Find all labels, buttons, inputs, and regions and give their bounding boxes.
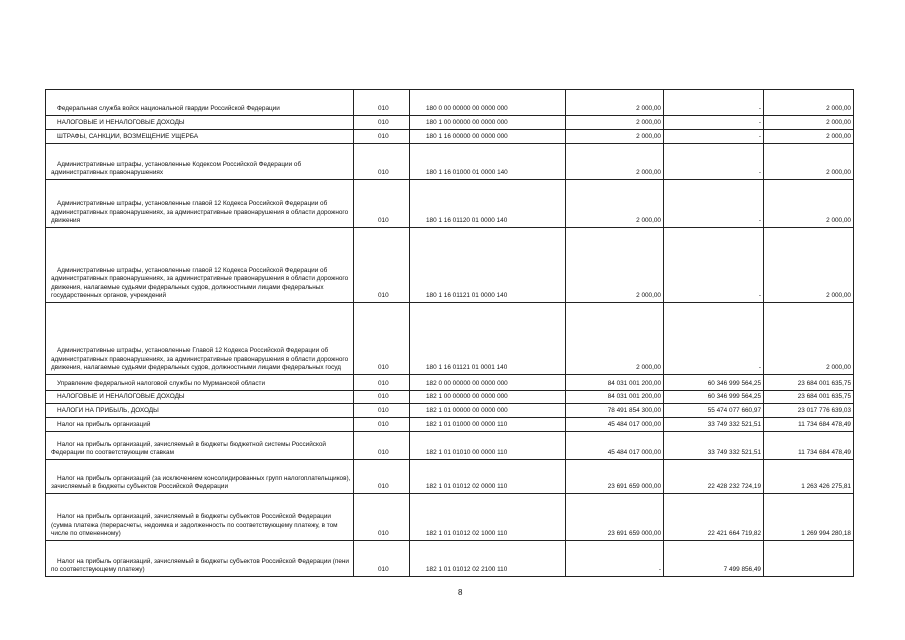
row-remaining-amount — [764, 541, 854, 577]
row-executed-amount: - — [664, 303, 764, 375]
row-executed-amount: 22 428 232 724,19 — [664, 460, 764, 494]
row-name-text: НАЛОГИ НА ПРИБЫЛЬ, ДОХОДЫ — [57, 407, 159, 415]
row-name — [46, 144, 354, 180]
row-name — [46, 404, 354, 418]
row-name-text: ШТРАФЫ, САНКЦИИ, ВОЗМЕЩЕНИЕ УЩЕРБА — [57, 133, 199, 141]
row-remaining-amount: 11 734 684 478,49 — [764, 418, 854, 432]
row-executed-amount: - — [664, 130, 764, 144]
row-remaining-amount: 1 263 426 275,81 — [764, 460, 854, 494]
table-row — [46, 418, 854, 432]
row-name-text: НАЛОГОВЫЕ И НЕНАЛОГОВЫЕ ДОХОДЫ — [57, 119, 185, 127]
row-remaining-amount: 2 000,00 — [764, 144, 854, 180]
row-code: 010 — [354, 541, 410, 577]
row-executed-amount: 60 346 999 564,25 — [664, 391, 764, 404]
table-row — [46, 180, 854, 228]
row-name — [46, 116, 354, 130]
table-row — [46, 541, 854, 577]
row-executed-amount: - — [664, 228, 764, 303]
row-kbk: 180 1 16 00000 00 0000 000 — [410, 130, 566, 144]
row-kbk: 180 1 16 01121 01 0000 140 — [410, 228, 566, 303]
table-row — [46, 116, 854, 130]
row-remaining-amount: 11 734 684 478,49 — [764, 432, 854, 460]
row-name-text: Налог на прибыль организаций, зачисляемый в бюджеты бюджетной системы Российской Федерации по соответствующим ставкам — [51, 440, 326, 457]
row-kbk: 182 1 01 01000 00 0000 110 — [410, 418, 566, 432]
row-remaining-amount: 23 684 001 635,75 — [764, 391, 854, 404]
row-remaining-amount: 2 000,00 — [764, 303, 854, 375]
row-remaining-amount: 2 000,00 — [764, 90, 854, 116]
row-kbk: 180 1 16 01120 01 0000 140 — [410, 180, 566, 228]
row-plan-amount: 45 484 017 000,00 — [566, 432, 664, 460]
row-name-text: НАЛОГОВЫЕ И НЕНАЛОГОВЫЕ ДОХОДЫ — [57, 393, 185, 401]
row-code: 010 — [354, 418, 410, 432]
row-name-text: Налог на прибыль организаций, зачисляемый в бюджеты субъектов Российской Федерации (пени по соответствующему платежу) — [51, 557, 350, 574]
row-name — [46, 418, 354, 432]
row-code: 010 — [354, 90, 410, 116]
row-code: 010 — [354, 228, 410, 303]
row-name-text: Налог на прибыль организаций (за исключением консолидированных групп налогоплательщиков), зачисляемый в бюджеты субъектов Российской Федерации — [51, 474, 351, 491]
table-row — [46, 303, 854, 375]
table-row — [46, 90, 854, 116]
table-row — [46, 130, 854, 144]
row-plan-amount: 2 000,00 — [566, 144, 664, 180]
row-executed-amount: - — [664, 116, 764, 130]
row-plan-amount: 2 000,00 — [566, 180, 664, 228]
table-row — [46, 391, 854, 404]
row-executed-amount: - — [664, 90, 764, 116]
row-remaining-amount: 2 000,00 — [764, 116, 854, 130]
row-executed-amount: - — [664, 180, 764, 228]
row-name — [46, 541, 354, 577]
row-name-text: Административные штрафы, установленные Главой 12 Кодекса Российской Федерации об административных правонарушениях, за административные правонарушения в области дорожного движения, налагаемые судьями федеральных судов, должностными лицами федеральных госуд — [51, 347, 349, 372]
row-code: 010 — [354, 432, 410, 460]
row-name-text: Налог на прибыль организаций — [57, 421, 151, 429]
row-remaining-amount: 23 684 001 635,75 — [764, 375, 854, 391]
row-plan-amount: 2 000,00 — [566, 303, 664, 375]
row-code: 010 — [354, 144, 410, 180]
row-executed-amount: 33 749 332 521,51 — [664, 432, 764, 460]
row-remaining-amount: 23 017 776 639,03 — [764, 404, 854, 418]
row-plan-amount: 2 000,00 — [566, 130, 664, 144]
row-name — [46, 375, 354, 391]
row-remaining-amount: 2 000,00 — [764, 130, 854, 144]
row-code: 010 — [354, 116, 410, 130]
row-name — [46, 180, 354, 228]
row-code: 010 — [354, 391, 410, 404]
row-kbk: 180 1 16 01000 01 0000 140 — [410, 144, 566, 180]
row-plan-amount: 2 000,00 — [566, 228, 664, 303]
row-name-text: Налог на прибыль организаций, зачисляемый в бюджеты субъектов Российской Федерации (сумма платежа (перерасчеты, недоимка и задолженность по соответствующему платежу, в том числе по отмененному) — [51, 513, 338, 538]
row-kbk: 182 1 00 00000 00 0000 000 — [410, 391, 566, 404]
row-kbk: 182 1 01 00000 00 0000 000 — [410, 404, 566, 418]
row-name — [46, 494, 354, 541]
row-name — [46, 432, 354, 460]
table-row — [46, 375, 854, 391]
row-executed-amount: 55 474 077 660,97 — [664, 404, 764, 418]
row-kbk: 182 1 01 01012 02 0000 110 — [410, 460, 566, 494]
row-remaining-amount: 1 269 994 280,18 — [764, 494, 854, 541]
row-plan-amount: 2 000,00 — [566, 90, 664, 116]
row-name — [46, 460, 354, 494]
row-name-text: Административные штрафы, установленные главой 12 Кодекса Российской Федерации об административных правонарушениях, за административные правонарушения в области дорожного движения, налагаемые судьями федеральных судов, должностными лицами федеральных государственных органов, учреждений — [51, 266, 349, 300]
row-name-text: Административные штрафы, установленные Кодексом Российской Федерации об административных правонарушениях — [51, 160, 302, 177]
row-kbk: 180 1 00 00000 00 0000 000 — [410, 116, 566, 130]
row-plan-amount: 23 691 659 000,00 — [566, 494, 664, 541]
row-kbk: 180 1 16 01121 01 0001 140 — [410, 303, 566, 375]
row-kbk: 180 0 00 00000 00 0000 000 — [410, 90, 566, 116]
row-code: 010 — [354, 375, 410, 391]
row-kbk: 182 1 01 01010 00 0000 110 — [410, 432, 566, 460]
table-row — [46, 228, 854, 303]
row-code: 010 — [354, 303, 410, 375]
row-remaining-amount: 2 000,00 — [764, 228, 854, 303]
row-plan-amount: 78 491 854 300,00 — [566, 404, 664, 418]
row-plan-amount: - — [566, 541, 664, 577]
row-kbk: 182 0 00 00000 00 0000 000 — [410, 375, 566, 391]
row-plan-amount: 2 000,00 — [566, 116, 664, 130]
row-name — [46, 391, 354, 404]
row-plan-amount: 45 484 017 000,00 — [566, 418, 664, 432]
row-name-text: Федеральная служба войск национальной гвардии Российской Федерации — [57, 105, 280, 113]
row-remaining-amount: 2 000,00 — [764, 180, 854, 228]
row-code: 010 — [354, 494, 410, 541]
row-executed-amount: 7 499 856,49 — [664, 541, 764, 577]
row-name-text: Административные штрафы, установленные главой 12 Кодекса Российской Федерации об административных правонарушениях, за административные правонарушения в области дорожного движения — [51, 200, 349, 225]
row-name — [46, 303, 354, 375]
row-code: 010 — [354, 404, 410, 418]
row-name — [46, 228, 354, 303]
row-plan-amount: 84 031 001 200,00 — [566, 375, 664, 391]
table-row — [46, 460, 854, 494]
table-row — [46, 432, 854, 460]
revenue-table — [45, 89, 854, 577]
row-kbk: 182 1 01 01012 02 1000 110 — [410, 494, 566, 541]
table-row — [46, 494, 854, 541]
row-code: 010 — [354, 460, 410, 494]
row-executed-amount: 22 421 664 719,82 — [664, 494, 764, 541]
row-code: 010 — [354, 130, 410, 144]
row-plan-amount: 84 031 001 200,00 — [566, 391, 664, 404]
row-executed-amount: 60 346 999 564,25 — [664, 375, 764, 391]
row-executed-amount: - — [664, 144, 764, 180]
row-name — [46, 90, 354, 116]
row-kbk: 182 1 01 01012 02 2100 110 — [410, 541, 566, 577]
table-row — [46, 404, 854, 418]
table-row — [46, 144, 854, 180]
row-executed-amount: 33 749 332 521,51 — [664, 418, 764, 432]
row-plan-amount: 23 691 659 000,00 — [566, 460, 664, 494]
page-number: 8 — [458, 588, 463, 597]
row-name — [46, 130, 354, 144]
row-code: 010 — [354, 180, 410, 228]
row-name-text: Управление федеральной налоговой службы по Мурманской области — [57, 380, 266, 388]
